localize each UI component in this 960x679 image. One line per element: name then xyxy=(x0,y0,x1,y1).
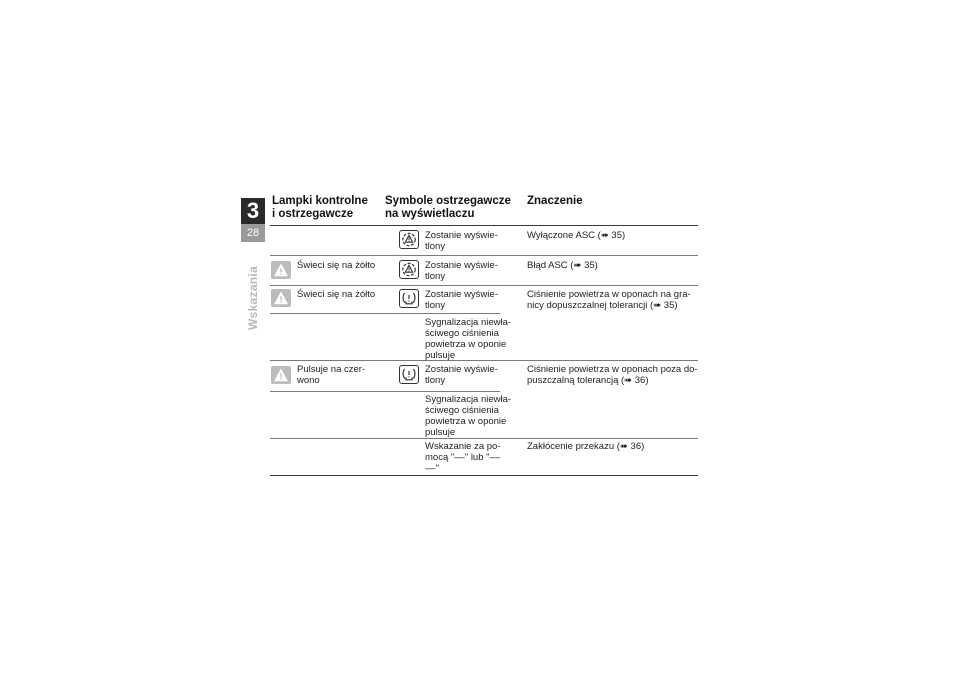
row3-meaning-text: Ciśnienie powietrza w oponach na gra- nicy dopuszczalnej tolerancji (➠ 35) xyxy=(527,289,691,311)
page-number: 28 xyxy=(241,224,265,242)
tyre-pressure-icon xyxy=(399,289,419,308)
row2-meaning-text: Błąd ASC (➠ 35) xyxy=(527,260,598,271)
row3-symbol-text: Zostanie wyświe- tlony xyxy=(425,289,498,311)
row4-lamp-text: Pulsuje na czer- wono xyxy=(297,364,366,386)
chapter-number: 3 xyxy=(241,198,265,224)
row5-meaning-text: Zakłócenie przekazu (➠ 36) xyxy=(527,441,645,452)
section-title-text: Wskazania xyxy=(246,265,260,330)
row4-meaning-text: Ciśnienie powietrza w oponach poza do- puszczalną tolerancją (➠ 36) xyxy=(527,364,698,386)
row4-symbol-text: Zostanie wyświe- tlony xyxy=(425,364,498,386)
row-divider xyxy=(270,438,698,439)
row3-lamp-text: Świeci się na żółto xyxy=(297,289,376,300)
row-divider xyxy=(270,391,500,392)
row4b-symbol-text: Sygnalizacja niewła- ściwego ciśnienia powietrza w oponie pulsuje xyxy=(425,394,512,438)
warning-triangle-icon xyxy=(271,261,291,279)
section-title xyxy=(238,250,268,345)
asc-warning-icon xyxy=(399,230,419,249)
row-divider xyxy=(270,313,500,314)
table-top-rule xyxy=(270,225,698,226)
warning-triangle-icon xyxy=(271,366,291,384)
row1-meaning-text: Wyłączone ASC (➠ 35) xyxy=(527,230,626,241)
tyre-pressure-icon xyxy=(399,365,419,384)
row5-symbol-text: Wskazanie za po- mocą "––" lub "–– ––" xyxy=(425,441,501,474)
table-bottom-rule xyxy=(270,475,698,476)
header-symbols: Symbole ostrzegawcze na wyświetlaczu xyxy=(385,195,511,220)
row1-symbol-text: Zostanie wyświe- tlony xyxy=(425,230,498,252)
row-divider xyxy=(270,255,698,256)
row2-lamp-text: Świeci się na żółto xyxy=(297,260,376,271)
warning-triangle-icon xyxy=(271,289,291,307)
header-lamps: Lampki kontrolne i ostrzegawcze xyxy=(272,195,368,220)
header-meaning: Znaczenie xyxy=(527,195,583,207)
row-divider xyxy=(270,285,698,286)
row3b-symbol-text: Sygnalizacja niewła- ściwego ciśnienia powietrza w oponie pulsuje xyxy=(425,317,512,361)
row2-symbol-text: Zostanie wyświe- tlony xyxy=(425,260,498,282)
asc-warning-icon xyxy=(399,260,419,279)
